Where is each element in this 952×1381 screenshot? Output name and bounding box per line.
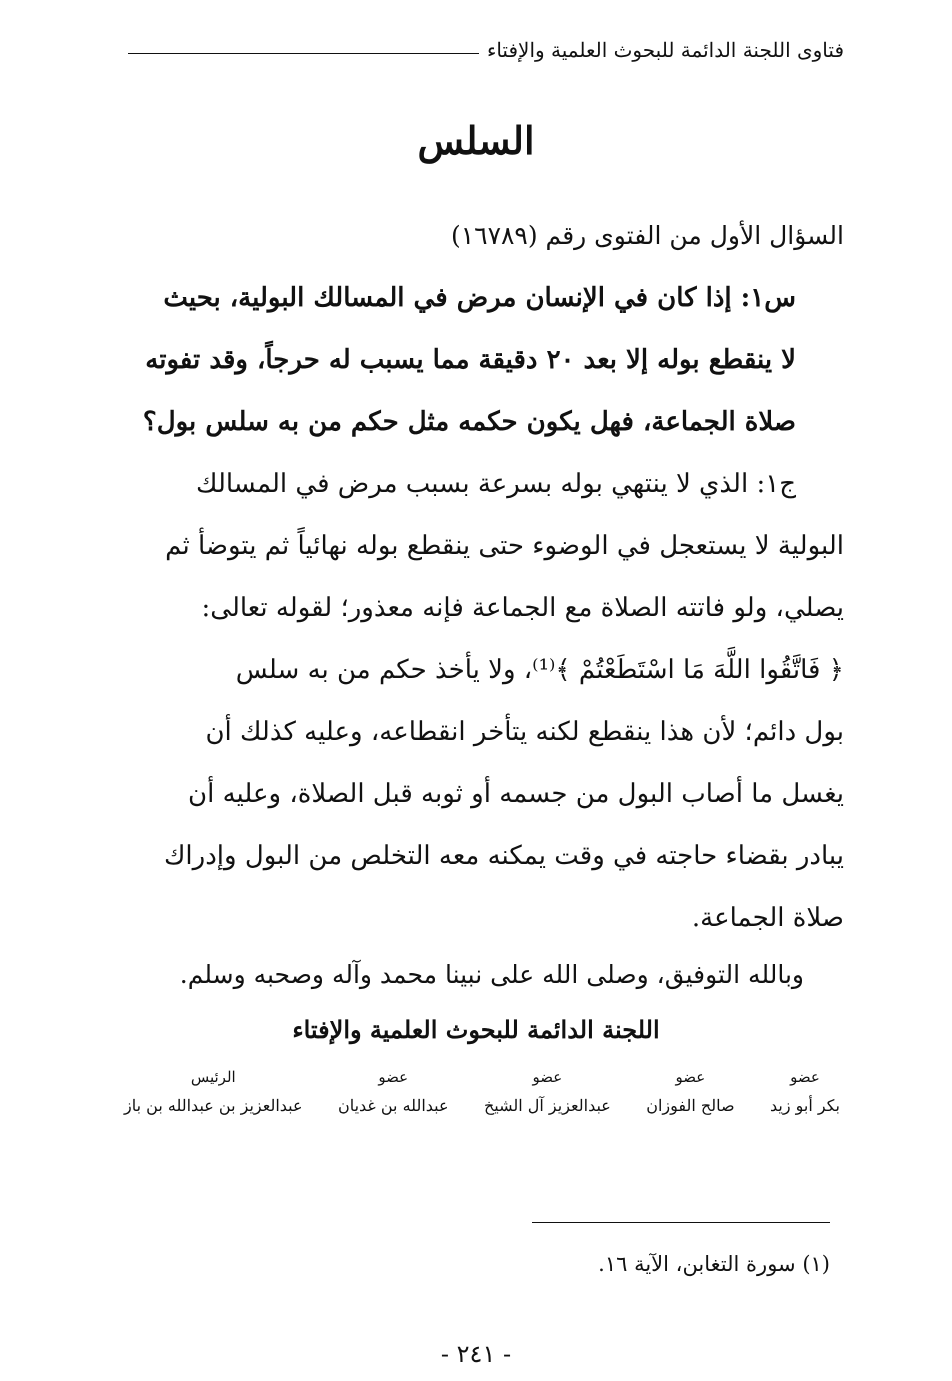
member-name: عبدالعزيز بن عبدالله بن باز [124,1096,303,1115]
member-name: صالح الفوزان [646,1096,735,1115]
member-name: عبدالعزيز آل الشيخ [483,1096,611,1115]
member-signature [124,1068,303,1115]
answer-line: يغسل ما أصاب البول من جسمه أو ثوبه قبل الصلاة، وعليه أن [188,779,844,809]
answer-line: ﴿ فَاتَّقُوا اللَّهَ مَا اسْتَطَعْتُمْ ﴾⁽¹⁾، ولا يأخذ حكم من به سلس [235,655,844,685]
closing-prayer: وبالله التوفيق، وصلى الله على نبينا محمد وآله وصحبه وسلم. [179,960,804,989]
answer-line: يبادر بقضاء حاجته في وقت يمكنه معه التخلص من البول وإدراك [164,841,844,871]
answer-line: صلاة الجماعة. [691,903,844,933]
section-title: السلس [417,118,535,163]
member-signature [646,1068,734,1115]
committee-name: اللجنة الدائمة للبحوث العلمية والإفتاء [292,1015,660,1044]
committee-members [124,1068,840,1115]
question-line: لا ينقطع بوله إلا بعد ٢٠ دقيقة مما يسبب له حرجاً، وقد تفوته [145,345,796,375]
member-signature [484,1068,611,1115]
footnote: (١) سورة التغابن، الآية ١٦. [598,1252,830,1276]
answer-line: يصلي، ولو فاتته الصلاة مع الجماعة فإنه معذور؛ لقوله تعالى: [201,593,844,623]
member-role: الرئيس [190,1068,236,1086]
fatwa-body [124,205,844,949]
answer-line: بول دائم؛ لأن هذا ينقطع لكنه يتأخر انقطاعه، وعليه كذلك أن [205,717,844,747]
member-role: عضو [378,1068,409,1086]
member-role: عضو [532,1068,563,1086]
member-signature [770,1068,840,1115]
running-header [128,28,844,68]
member-role: عضو [790,1068,820,1086]
member-role: عضو [675,1068,706,1086]
footnote-rule [532,1222,830,1223]
question-reference: السؤال الأول من الفتوى رقم (١٦٧٨٩) [450,221,844,250]
page-number: - ٢٤١ - [440,1340,512,1368]
header-rule [128,53,479,54]
answer-line: البولية لا يستعجل في الوضوء حتى ينقطع بوله نهائياً ثم يتوضأ ثم [165,531,844,561]
header-title: فتاوى اللجنة الدائمة للبحوث العلمية والإفتاء [486,38,844,62]
question-line: س١: إذا كان في الإنسان مرض في المسالك البولية، بحيث [163,283,796,313]
member-signature [338,1068,449,1115]
member-name: بكر أبو زيد [769,1096,840,1115]
answer-line: ج١: الذي لا ينتهي بوله بسرعة بسبب مرض في المسالك [196,469,796,499]
member-name: عبدالله بن غديان [337,1096,449,1115]
question-line: صلاة الجماعة، فهل يكون حكمه مثل حكم من به سلس بول؟ [142,407,796,437]
